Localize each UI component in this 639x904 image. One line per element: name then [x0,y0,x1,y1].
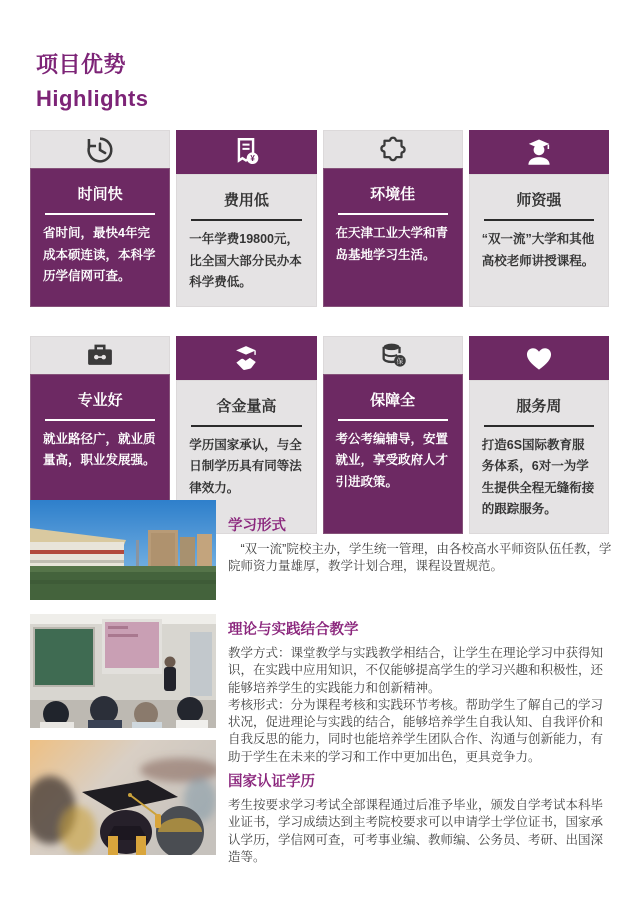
divider [45,213,155,215]
feature-card-time [30,130,170,307]
card-title: 时间快 [77,186,123,203]
feature-card-environment [323,130,463,307]
page-title-en: Highlights [36,86,149,112]
cap-handshake-icon [229,341,263,375]
card-content [176,174,316,307]
divider [338,213,448,215]
divider [338,419,448,421]
card-text: 就业路径广，就业质量高，职业发展强。 [43,431,156,467]
feature-card-cost [176,130,316,307]
clock-history-icon [83,133,117,167]
card-title: 费用低 [223,192,269,209]
card-text: 学历国家承认，与全日制学历具有同等法律效力。 [189,437,302,495]
card-icon-area [323,336,463,374]
section-title: 国家认证学历 [228,774,315,790]
briefcase-icon [83,338,117,372]
page-title-zh: 项目优势 [36,52,127,77]
card-title: 专业好 [77,391,123,409]
section-paragraph: 考生按要求学习考试全部课程通过后准予毕业，颁发自学考试本科毕业证书，学习成绩达到主考院校要求可以申请学士学位证书，国家承认学历，学信网可查，可考事业编、教师编、公务员、考研、出国深造等。 [228,798,604,864]
coins-badge-icon [376,338,410,372]
svg-text:¥: ¥ [250,153,256,163]
card-title: 师资强 [516,192,562,209]
card-text: “双一流”大学和其他高校老师讲授课程。 [481,232,595,268]
graduate-person-icon [522,135,556,169]
card-icon-area [323,130,463,168]
section-text [228,770,612,866]
card-content [469,174,609,307]
card-text: 一年学费19800元，比全国大部分民办本科学费低。 [189,232,302,289]
divider [484,425,594,427]
puzzle-icon [376,133,410,167]
section-text [228,514,612,576]
card-text: 省时间，最快4年完成本硕连读，本科学历学信网可查。 [43,226,156,283]
card-title: 服务周 [516,397,562,415]
card-text: 打造6S国际教育服务体系，6对一为学生提供全程无缝衔接的跟踪服务。 [481,437,595,516]
divider [191,219,301,221]
card-title: 含金量高 [216,397,277,415]
section-learning-format [30,500,612,600]
card-icon-area [176,336,316,380]
card-icon-area [30,130,170,168]
page-title [36,48,149,116]
section-title: 理论与实践结合教学 [228,622,359,638]
card-icon-area [469,130,609,174]
campus-photo [30,500,216,600]
card-text: 在天津工业大学和青岛基地学习生活。 [335,226,449,262]
receipt-yen-icon [229,135,263,169]
card-icon-area [176,130,316,174]
card-text: 考公考编辅导，安置就业，享受政府人才引进政策。 [335,431,449,489]
feature-cards-grid [30,130,609,534]
card-content [30,168,170,307]
svg-text:保: 保 [396,358,403,366]
divider [45,419,155,421]
card-content [323,168,463,307]
section-title: 学习形式 [228,518,286,534]
graduation-photo [30,740,216,855]
section-certified-degree [30,740,612,866]
section-paragraph: 考核形式：分为课程考核和实践环节考核。帮助学生了解自己的学习状况，促进理论与实践的结合，能够培养学生自我认知、自我评价和自我反思的能力，同时也能培养学生团队合作、沟通与创新能力，有助于学生在未来的学习和工作中更加出色，更具竞争力。 [228,697,604,764]
section-paragraph: 教学方式：课堂教学与实践教学相结合，让学生在理论学习中获得知识，在实践中应用知识，不仅能够提高学生的学习兴趣和积极性，还能够培养学生的实践能力和创新精神。 [228,646,604,695]
section-paragraph: “双一流”院校主办，学生统一管理，由各校高水平师资队伍任教，学院师资力量雄厚，教学计划合理，课程设置规范。 [228,542,612,574]
divider [191,425,301,427]
card-icon-area [469,336,609,380]
card-title: 环境佳 [370,186,416,203]
feature-card-faculty [469,130,609,307]
heart-icon [522,341,556,375]
card-title: 保障全 [370,391,416,409]
classroom-photo [30,614,216,728]
card-icon-area [30,336,170,374]
divider [484,219,594,221]
